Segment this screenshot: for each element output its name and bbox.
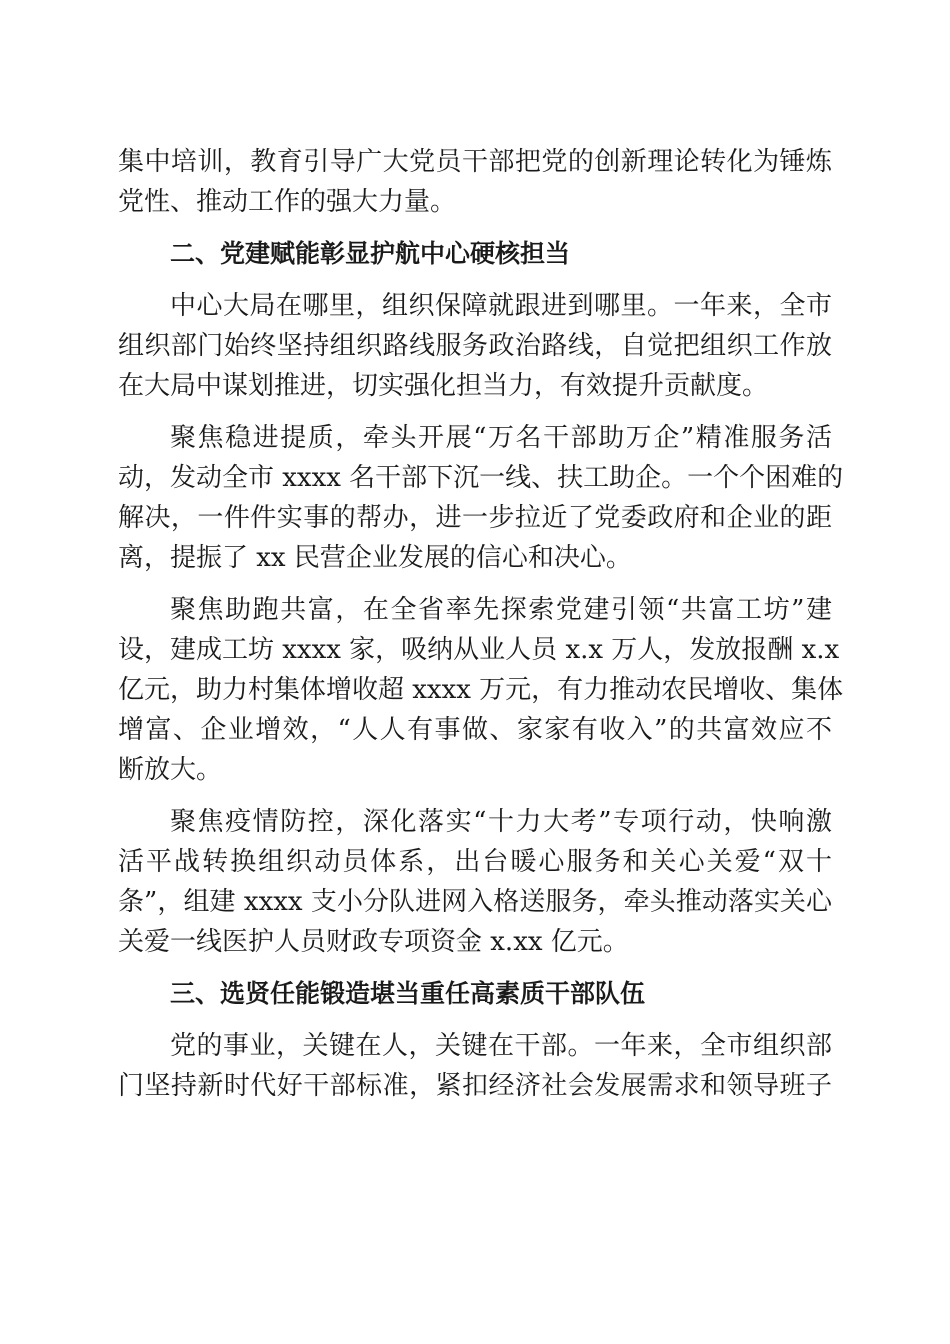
text-line: 党的事业，关键在人，关键在干部。一年来，全市组织部 [170,1031,832,1061]
text-line: 活平战转换组织动员体系，出台暖心服务和关心关爱“双十 [118,847,832,877]
paragraph-epidemic-control [118,802,832,962]
text-line: 党性、推动工作的强大力量。 [118,187,457,217]
text-line: 动，发动全市 xxxx 名干部下沉一线、扶工助企。一个个困难的 [118,463,844,493]
text-line: 条”，组建 xxxx 支小分队进网入格送服务，牵头推动落实关心 [118,887,832,917]
paragraph-central-work [118,286,832,406]
text-line: 中心大局在哪里，组织保障就跟进到哪里。一年来，全市 [170,291,832,321]
text-line: 增富、企业增效，“人人有事做、家家有收入”的共富效应不 [118,715,832,745]
text-line: 组织部门始终坚持组织路线服务政治路线，自觉把组织工作放 [118,331,832,361]
text-line: 聚焦疫情防控，深化落实“十力大考”专项行动，快响激 [170,807,832,837]
text-line: 亿元，助力村集体增收超 xxxx 万元，有力推动农民增收、集体 [118,675,844,705]
text-line: 集中培训，教育引导广大党员干部把党的创新理论转化为锤炼 [118,147,832,177]
text-line: 离，提振了 xx 民营企业发展的信心和决心。 [118,543,632,573]
text-line: 断放大。 [118,755,223,785]
section-heading-2: 二、党建赋能彰显护航中心硬核担当 [170,239,571,268]
paragraph-common-prosperity [118,590,844,790]
paragraph-stable-progress [118,418,844,578]
text-line: 聚焦助跑共富，在全省率先探索党建引领“共富工坊”建 [170,595,832,625]
text-line: 在大局中谋划推进，切实强化担当力，有效提升贡献度。 [118,371,769,401]
text-line: 解决，一件件实事的帮办，进一步拉近了党委政府和企业的距 [118,503,832,533]
text-line: 关爱一线医护人员财政专项资金 x.xx 亿元。 [118,927,629,957]
document-page [118,142,844,1118]
text-line: 聚焦稳进提质，牵头开展“万名干部助万企”精准服务活 [170,423,832,453]
paragraph-training-continuation [118,142,832,222]
paragraph-cadre-selection [118,1026,832,1106]
section-heading-3: 三、选贤任能锻造堪当重任高素质干部队伍 [170,979,646,1008]
text-line: 设，建成工坊 xxxx 家，吸纳从业人员 x.x 万人，发放报酬 x.x [118,635,840,665]
text-line: 门坚持新时代好干部标准，紧扣经济社会发展需求和领导班子 [118,1071,832,1101]
